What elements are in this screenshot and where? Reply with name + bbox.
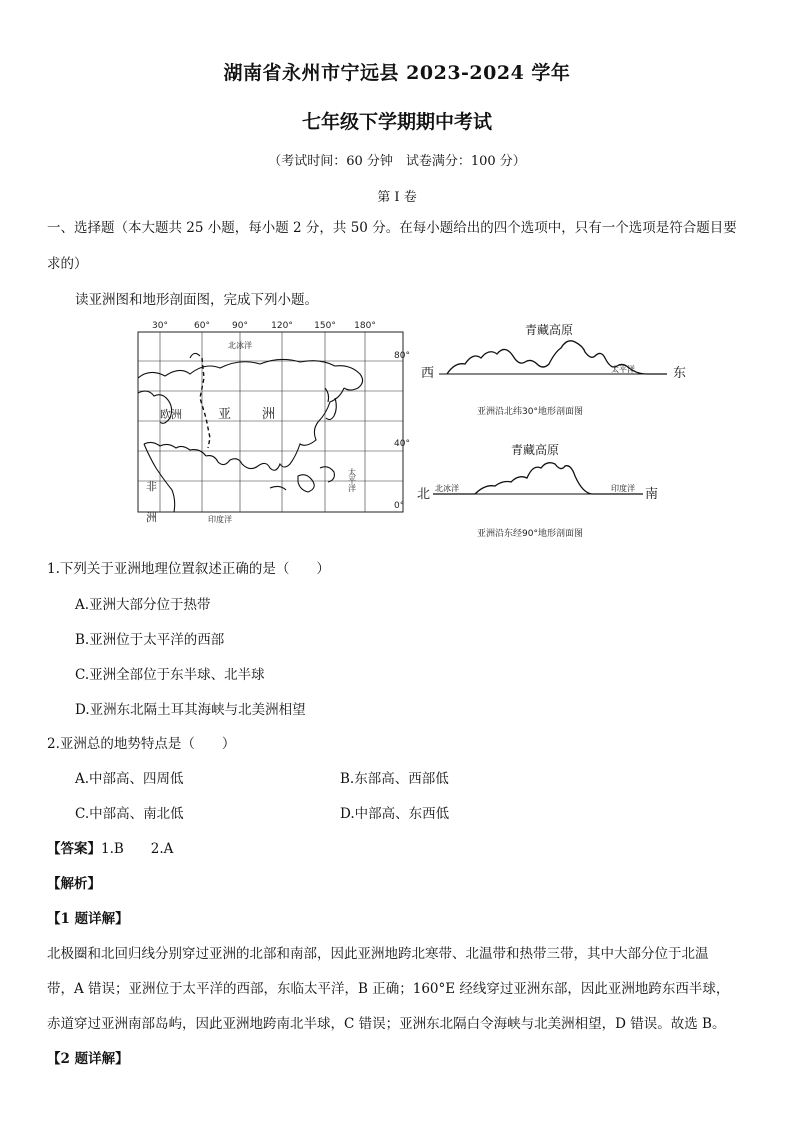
q2-option-a: A.中部高、四周低	[75, 771, 184, 787]
section-instruction-line2: 求的）	[47, 256, 88, 272]
profile1-caption: 亚洲沿北纬30°地形剖面图	[477, 407, 583, 417]
lon-label-120: 120°	[271, 321, 293, 331]
lon-label-60: 60°	[194, 321, 210, 331]
lat-label-0: 0°	[394, 501, 405, 511]
section-instruction-line1: 一、选择题（本大题共 25 小题，每小题 2 分，共 50 分。在每小题给出的四个选项中，只有一个选项是符合题目要	[47, 220, 737, 236]
part-label: 第 I 卷	[377, 190, 417, 205]
exam-info: （考试时间：60 分钟 试卷满分：100 分）	[268, 154, 526, 169]
reading-prompt: 读亚洲图和地形剖面图，完成下列小题。	[75, 292, 318, 308]
label-indian-ocean: 印度洋	[208, 515, 232, 524]
lat-label-80: 80°	[394, 351, 410, 361]
q2-option-d: D.中部高、东西低	[340, 806, 450, 822]
lon-label-180: 180°	[354, 321, 376, 331]
profile2-north: 北	[417, 487, 431, 502]
exam-title-line2: 七年级下学期期中考试	[301, 111, 492, 133]
profile2-ocean-left: 北冰洋	[435, 484, 459, 493]
q1-stem: 1.下列关于亚洲地理位置叙述正确的是（ ）	[47, 561, 330, 577]
q2-option-c: C.中部高、南北低	[75, 806, 184, 822]
answer-row	[47, 837, 173, 857]
q1-option-c: C.亚洲全部位于东半球、北半球	[75, 667, 265, 683]
q1-detail-label: 【1 题详解】	[47, 911, 129, 927]
answer-value: 1.B 2.A	[101, 841, 174, 857]
q2-detail-label: 【2 题详解】	[47, 1051, 129, 1067]
label-arctic-ocean: 北冰洋	[228, 341, 252, 350]
label-africa-2: 洲	[146, 511, 157, 524]
label-asia-1: 亚	[218, 407, 232, 422]
label-asia-2: 洲	[262, 407, 276, 422]
answer-label: 【答案】	[47, 841, 101, 857]
label-europe: 欧洲	[160, 408, 182, 421]
exam-title-line1: 湖南省永州市宁远县 2023-2024 学年	[223, 62, 571, 84]
lat-label-40: 40°	[394, 439, 410, 449]
profile1-west: 西	[421, 366, 435, 381]
asia-map	[130, 318, 415, 524]
q1-detail-line3: 赤道穿过亚洲南部岛屿，因此亚洲地跨南北半球，C 错误；亚洲东北隔白令海峡与北美洲相望，D 错误。故选 B。	[47, 1016, 726, 1032]
profile2-ocean-right: 印度洋	[611, 484, 635, 493]
q2-stem: 2.亚洲总的地势特点是（ ）	[47, 736, 236, 752]
profile2-south: 南	[645, 487, 659, 502]
profile2-peak-label: 青藏高原	[511, 443, 560, 457]
profile1-ocean: 太平洋	[611, 365, 635, 374]
profile1-east: 东	[673, 366, 687, 381]
q1-detail-line2: 带，A 错误；亚洲位于太平洋的西部，东临太平洋，B 正确；160°E 经线穿过亚洲东部，因此亚洲地跨东西半球，	[47, 981, 730, 997]
q1-option-b: B.亚洲位于太平洋的西部	[75, 632, 225, 648]
analysis-label: 【解析】	[47, 876, 101, 892]
profile-30n	[415, 318, 705, 423]
profile1-peak-label: 青藏高原	[525, 323, 574, 337]
label-africa-1: 非	[146, 480, 157, 493]
lon-label-90: 90°	[232, 321, 248, 331]
q1-detail-line1: 北极圈和北回归线分别穿过亚洲的北部和南部，因此亚洲地跨北寒带、北温带和热带三带，其中大部分位于北温	[47, 946, 709, 962]
q1-option-a: A.亚洲大部分位于热带	[75, 597, 211, 613]
profile-90e	[415, 434, 705, 544]
lon-label-150: 150°	[314, 321, 336, 331]
lon-label-30: 30°	[152, 321, 168, 331]
label-pacific-ocean: 太平洋	[347, 468, 357, 492]
profile2-caption: 亚洲沿东经90°地形剖面图	[477, 529, 583, 539]
q2-option-b: B.东部高、西部低	[340, 771, 449, 787]
q1-option-d: D.亚洲东北隔土耳其海峡与北美洲相望	[75, 702, 306, 718]
